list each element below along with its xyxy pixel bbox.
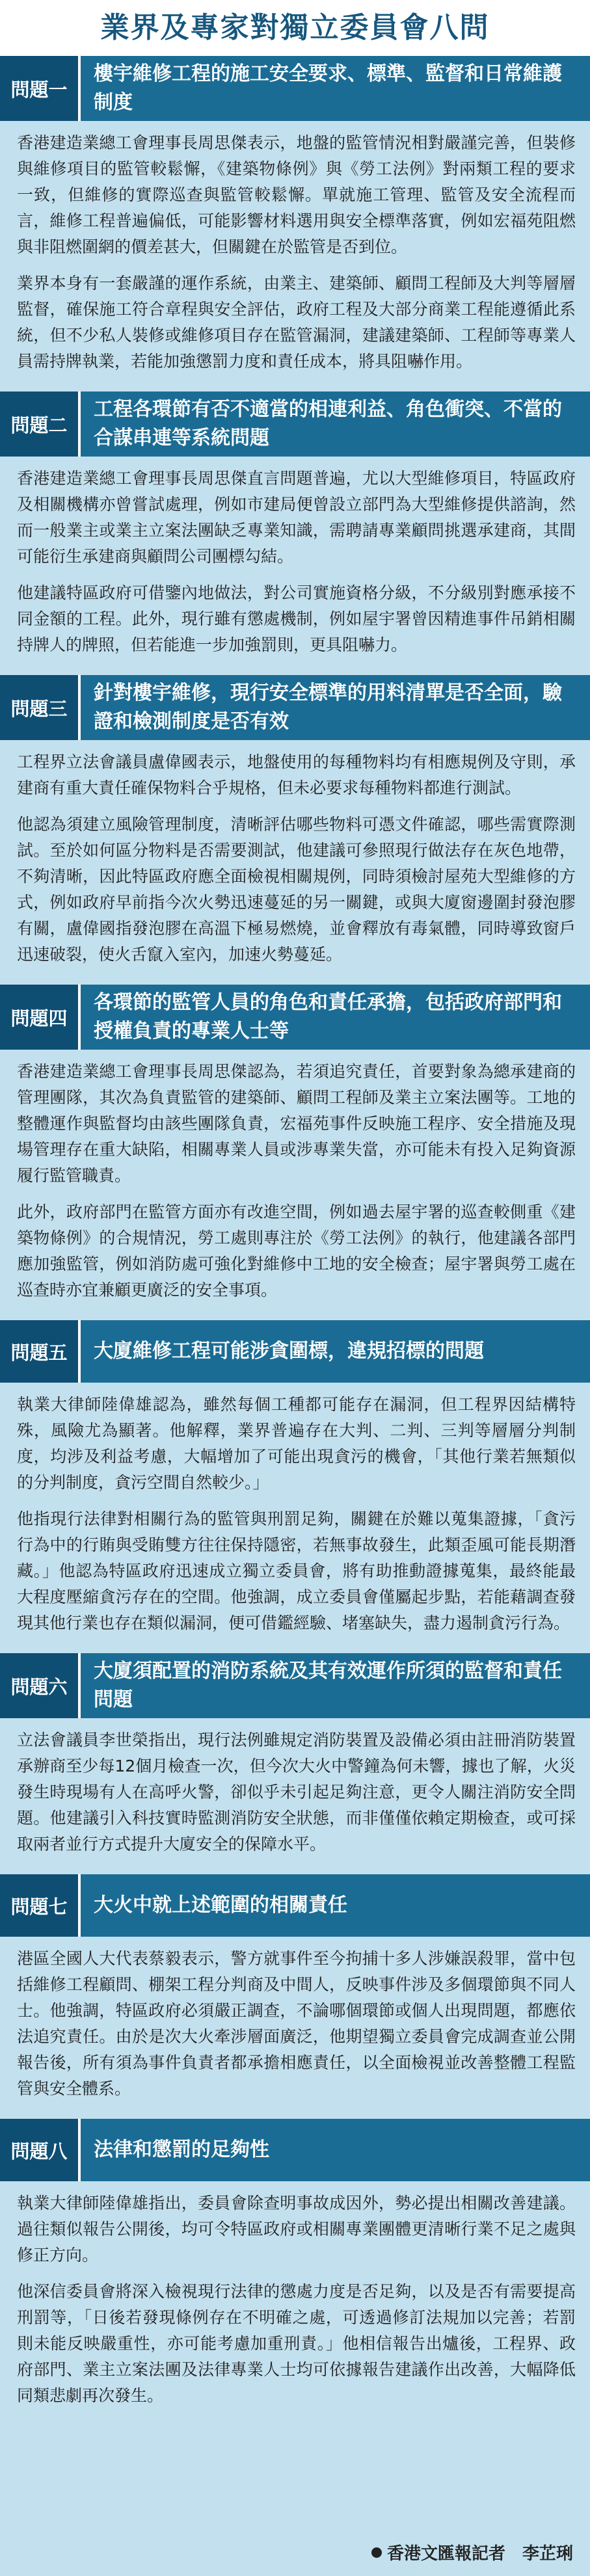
question-number: 問題一 (0, 56, 81, 121)
question-header (0, 675, 590, 740)
question-section (0, 675, 590, 978)
question-text: 工程各環節有否不適當的相連利益、角色衝突、不當的合謀串連等系統問題 (94, 398, 562, 449)
question-number: 問題五 (0, 1320, 81, 1383)
question-header (0, 392, 590, 457)
byline (371, 2540, 573, 2564)
answer-paragraph: 他建議特區政府可借鑒內地做法，對公司實施資格分級，不分級別對應承接不同金額的工程。此外，現行雖有懲處機制，例如屋宇署曾因精進事件吊銷相關持牌人的牌照，但若能進一步加強罰則，更具阻嚇力。 (17, 583, 576, 654)
answer-paragraph: 香港建造業總工會理事長周思傑直言問題普遍，尤以大型維修項目，特區政府及相關機構亦曾嘗試處理，例如市建局便曾設立部門為大型維修提供諮詢，然而一般業主或業主立案法團缺乏專業知識，需聘請專業顧問挑選承建商，其間可能衍生承建商與顧問公司團標勾結。 (17, 469, 576, 566)
question-section (0, 1653, 590, 1868)
answer-paragraph: 執業大律師陸偉雄指出，委員會除查明事故成因外，勢必提出相關改善建議。過往類似報告公開後，均可令特區政府或相關專業團體更清晰行業不足之處與修正方向。 (17, 2194, 576, 2264)
answer-body (0, 457, 590, 669)
question-header (0, 985, 590, 1050)
question-header (0, 1320, 590, 1383)
answer-body (0, 740, 590, 978)
question-number: 問題四 (0, 985, 81, 1050)
question-header (0, 56, 590, 121)
question-section (0, 56, 590, 385)
question-section (0, 985, 590, 1314)
question-header (0, 1653, 590, 1718)
answer-body (0, 1937, 590, 2112)
question-section (0, 1320, 590, 1647)
answer-paragraph: 他深信委員會將深入檢視現行法律的懲處力度是否足夠，以及是否有需要提高刑罰等，「日後若發現條例存在不明確之處，可透過修訂法規加以完善；若罰則未能反映嚴重性，亦可能考慮加重刑責。」他相信報告出爐後，工程界、政府部門、業主立案法團及法律專業人士均可依據報告建議作出改善，大幅降低同類悲劇再次發生。 (17, 2282, 576, 2405)
answer-paragraph: 業界本身有一套嚴謹的運作系統，由業主、建築師、顧問工程師及大判等層層監督，確保施工符合章程與安全評估，政府工程及大部分商業工程能遵循此系統，但不少私人裝修或維修項目存在監管漏洞，建議建築師、工程師等專業人員需持牌執業，若能加強懲罰力度和責任成本，將具阻嚇作用。 (17, 274, 576, 371)
answer-paragraph: 港區全國人大代表蔡毅表示，警方就事件至今拘捕十多人涉嫌誤殺罪，當中包括維修工程顧問、棚架工程分判商及中間人，反映事件涉及多個環節與不同人士。他強調，特區政府必須嚴正調查，不論哪個環節或個人出現問題，都應依法追究責任。由於是次大火牽涉層面廣泛，他期望獨立委員會完成調查並公開報告後，所有須為事件負責者都承擔相應責任，以全面檢視並改善整體工程監管與安全體系。 (17, 1949, 576, 2098)
question-number: 問題二 (0, 392, 81, 457)
question-text: 樓宇維修工程的施工安全要求、標準、監督和日常維護制度 (94, 62, 562, 114)
answer-paragraph: 他指現行法律對相關行為的監管與刑罰足夠，關鍵在於難以蒐集證據，「貪污行為中的行賄與受賄雙方往往保持隱密，若無事故發生，此類歪風可能長期潛藏。」他認為特區政府迅速成立獨立委員會，將有助推動證據蒐集，最終能最大程度壓縮貪污存在的空間。他強調，成立委員會僅屬起步點，若能藉調查發現其他行業也存在類似漏洞，便可借鑑經驗、堵塞缺失，盡力遏制貪污行為。 (17, 1509, 576, 1632)
question-header (0, 2119, 590, 2181)
page-title: 業界及專家對獨立委員會八問 (0, 0, 590, 56)
bullet-icon (371, 2547, 382, 2558)
answer-paragraph: 執業大律師陸偉雄認為，雖然每個工種都可能存在漏洞，但工程界因結構特殊，風險尤為顯著。他解釋，業界普遍存在大判、二判、三判等層層分判制度，均涉及利益考慮，大幅增加了可能出現貪污的機會，「其他行業若無類似的分判制度，貪污空間自然較少。」 (17, 1395, 576, 1492)
question-section (0, 2119, 590, 2419)
answer-paragraph: 香港建造業總工會理事長周思傑認為，若須追究責任，首要對象為總承建商的管理團隊，其次為負責監管的建築師、顧問工程師及業主立案法團等。工地的整體運作與監督均由該些團隊負責，宏福苑事件反映施工程序、安全措施及現場管理存在重大缺陷，相關專業人員或涉專業失當，亦可能未有投入足夠資源履行監管職責。 (17, 1062, 576, 1185)
byline-text: 香港文匯報記者 李芷琍 (386, 2544, 573, 2564)
sections-container (0, 56, 590, 2419)
question-number: 問題三 (0, 675, 81, 740)
question-text: 大火中就上述範圍的相關責任 (94, 1894, 347, 1917)
question-header (0, 1874, 590, 1937)
question-number: 問題六 (0, 1653, 81, 1718)
answer-body (0, 1383, 590, 1647)
question-text: 大廈維修工程可能涉貪圍標，違規招標的問題 (94, 1340, 484, 1362)
answer-body (0, 1050, 590, 1314)
question-section (0, 392, 590, 669)
question-text: 大廈須配置的消防系統及其有效運作所須的監督和責任問題 (94, 1660, 562, 1711)
answer-paragraph: 工程界立法會議員盧偉國表示，地盤使用的每種物料均有相應規例及守則，承建商有重大責任確保物料合乎規格，但未必要求每種物料都進行測試。 (17, 752, 576, 797)
question-section (0, 1874, 590, 2112)
answer-paragraph: 他認為須建立風險管理制度，清晰評估哪些物料可憑文件確認，哪些需實際測試。至於如何區分物料是否需要測試，他建議可參照現行做法存在灰色地帶，不夠清晰，因此特區政府應全面檢視相關規例，同時須檢討屋苑大型維修的方式，例如政府早前指今次火勢迅速蔓延的另一關鍵，或與大廈窗邊圍封發泡膠有關，盧偉國指發泡膠在高溫下極易燃燒，並會釋放有毒氣體，同時導致窗戶迅速破裂，使火舌竄入室內，加速火勢蔓延。 (17, 815, 576, 964)
answer-paragraph: 香港建造業總工會理事長周思傑表示，地盤的監管情況相對嚴謹完善，但裝修與維修項目的監管較鬆懈，《建築物條例》與《勞工法例》對兩類工程的要求一致，但維修的實際巡查與監管較鬆懈。單就施工管理、監管及安全流程而言，維修工程普遍偏低，可能影響材料選用與安全標準落實，例如宏福苑阻燃與非阻燃圍網的價差甚大，但關鍵在於監管是否到位。 (17, 133, 576, 256)
question-text: 針對樓宇維修，現行安全標準的用料清單是否全面，驗證和檢測制度是否有效 (94, 682, 562, 733)
answer-paragraph: 立法會議員李世榮指出，現行法例雖規定消防裝置及設備必須由註冊消防裝置承辦商至少每12個月檢查一次，但今次大火中警鐘為何未響，據也了解，火災發生時現場有人在高呼火警，卻似乎未引起足夠注意，更令人關注消防安全問題。他建議引入科技實時監測消防安全狀態，而非僅僅依賴定期檢查，或可採取兩者並行方式提升大廈安全的保障水平。 (17, 1731, 576, 1853)
answer-body (0, 1718, 590, 1868)
question-text: 法律和懲罰的足夠性 (94, 2138, 269, 2161)
question-number: 問題八 (0, 2119, 81, 2181)
question-text: 各環節的監管人員的角色和責任承擔，包括政府部門和授權負責的專業人士等 (94, 991, 562, 1042)
answer-body (0, 2181, 590, 2419)
answer-body (0, 121, 590, 385)
question-number: 問題七 (0, 1874, 81, 1937)
answer-paragraph: 此外，政府部門在監管方面亦有改進空間，例如過去屋宇署的巡查較側重《建築物條例》的合規情況，勞工處則專注於《勞工法例》的執行，他建議各部門應加強監管，例如消防處可強化對維修中工地的安全檢查；屋宇署與勞工處在巡查時亦宜兼顧更廣泛的安全事項。 (17, 1202, 576, 1299)
